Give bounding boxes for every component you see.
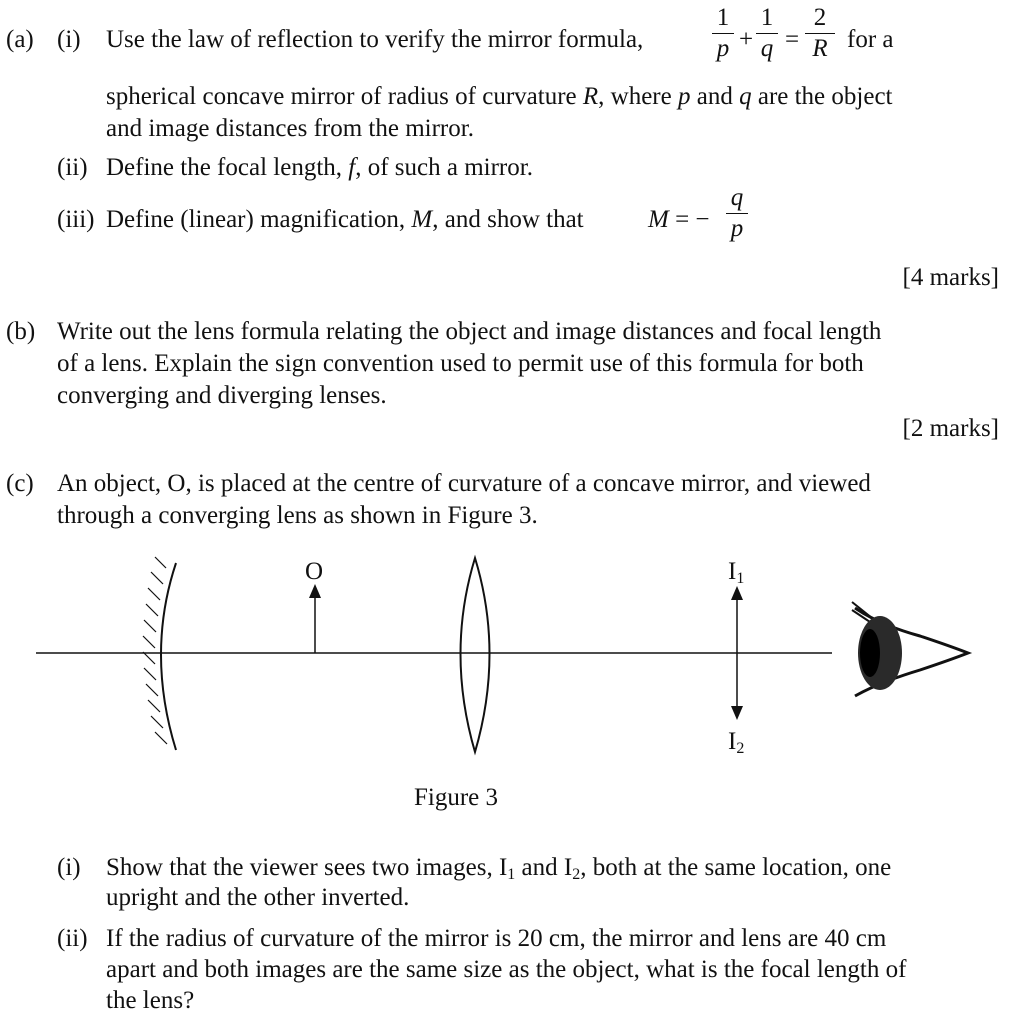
part-a-iii-text: Define (linear) magnification, M, and show that — [106, 206, 584, 233]
part-c-i-label: (i) — [57, 854, 81, 881]
part-c-line-2: through a converging lens as shown in Figure 3. — [57, 502, 538, 529]
part-c-label: (c) — [6, 470, 34, 497]
part-c-i-line1: Show that the viewer sees two images, $I_1$ and $I_2$, both at the same location, one — [106, 854, 892, 883]
image-2-label: $I_2$ — [728, 728, 745, 757]
part-a-iii-label: (iii) — [57, 206, 95, 233]
formula-frac-2-over-R: 2 R — [805, 4, 835, 63]
part-c-ii-line-3: the lens? — [106, 987, 195, 1014]
magnification-eq: M = − — [648, 206, 710, 233]
part-b-line-1: Write out the lens formula relating the object and image distances and focal length — [57, 318, 882, 345]
image-2-arrowhead — [731, 706, 743, 720]
part-c-i-line2: upright and the other inverted. — [106, 884, 410, 911]
part-a-marks: [4 marks] — [902, 264, 999, 291]
part-b-label: (b) — [6, 318, 36, 345]
magnification-frac-q-over-p: q p — [726, 184, 748, 243]
part-b-line-2: of a lens. Explain the sign convention used to permit use of this formula for both — [57, 350, 864, 377]
part-a-i-label: (i) — [57, 26, 81, 53]
part-a-ii-label: (ii) — [57, 154, 88, 181]
formula-plus: + — [739, 26, 754, 53]
figure-caption: Figure 3 — [414, 784, 499, 811]
part-a-label: (a) — [6, 26, 34, 53]
part-a-i-line2: spherical concave mirror of radius of curvature R, where p and q are the object — [106, 83, 893, 110]
concave-mirror — [161, 563, 176, 750]
part-a-i-line1-post: for a — [847, 26, 894, 53]
part-b-line-3: converging and diverging lenses. — [57, 382, 387, 409]
part-c-ii-line-1: If the radius of curvature of the mirror is 20 cm, the mirror and lens are 40 cm — [106, 925, 887, 952]
mirror-hatching — [143, 557, 167, 744]
part-a-i-line3: and image distances from the mirror. — [106, 115, 474, 142]
part-a-ii-text: Define the focal length, f, of such a mirror. — [106, 154, 533, 181]
formula-frac-1-over-p: 1 p — [712, 4, 734, 63]
part-c-ii-line-2: apart and both images are the same size as the object, what is the focal length of — [106, 956, 907, 983]
formula-equals: = — [785, 26, 800, 53]
part-a-i-line1: Use the law of reflection to verify the mirror formula, — [106, 26, 644, 53]
object-label-O: O — [305, 558, 324, 585]
formula-frac-1-over-q: 1 q — [756, 4, 778, 63]
converging-lens — [461, 558, 490, 752]
part-b-marks: [2 marks] — [902, 415, 999, 442]
eye-icon — [852, 602, 968, 696]
part-c-ii-label: (ii) — [57, 925, 88, 952]
image-1-label: $I_1$ — [728, 558, 745, 587]
part-c-line-1: An object, O, is placed at the centre of curvature of a concave mirror, and viewed — [57, 470, 871, 497]
